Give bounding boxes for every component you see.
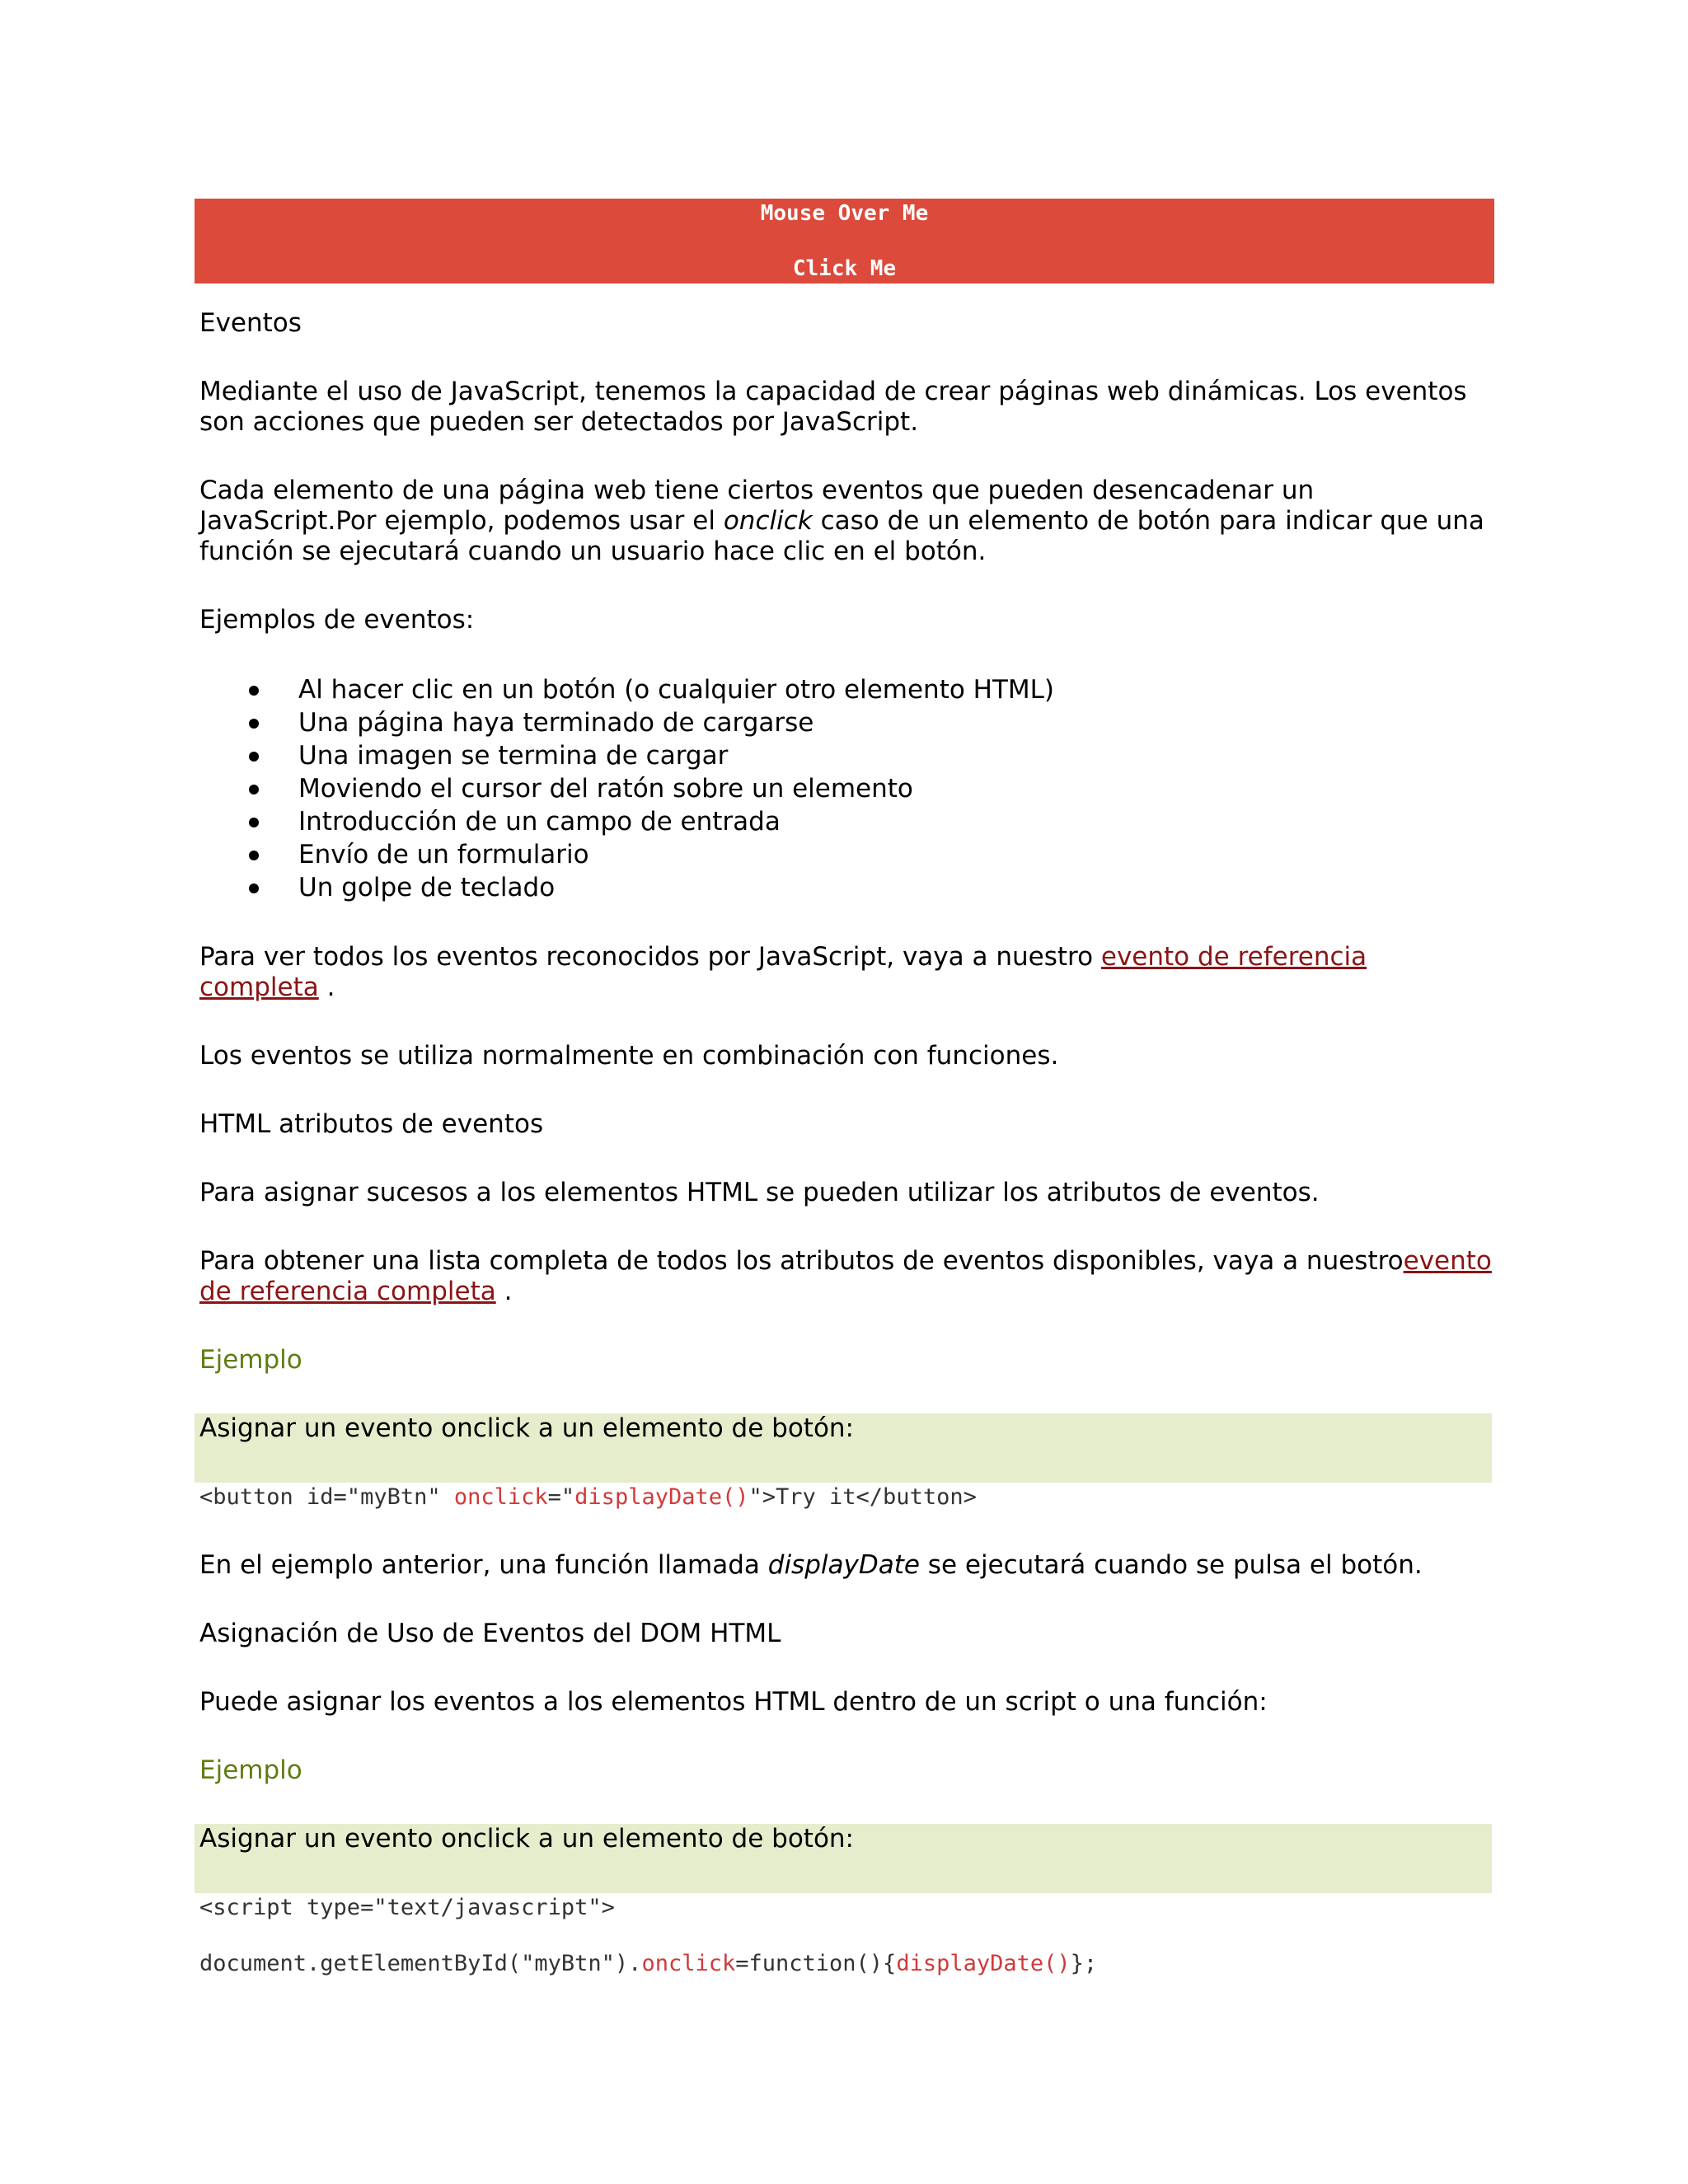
display-date-emphasis: displayDate xyxy=(767,1550,920,1580)
code-line: <script type="text/javascript"> xyxy=(199,1895,615,1920)
page-title: Eventos xyxy=(199,308,302,338)
display-date-paragraph: En el ejemplo anterior, una función llamada displayDate se ejecutará cuando se pulsa el botón. xyxy=(199,1550,1423,1580)
list-item: Al hacer clic en un botón (o cualquier otro elemento HTML) xyxy=(298,673,1492,706)
list-item: Un golpe de teclado xyxy=(298,871,1492,904)
click-me-button[interactable]: Click Me xyxy=(792,256,897,281)
code-example-1: <button id="myBtn" onclick="displayDate()">Try it</button> xyxy=(199,1484,977,1510)
list-item: Moviendo el cursor del ratón sobre un elemento xyxy=(298,772,1492,805)
example-label-1: Ejemplo xyxy=(199,1345,302,1375)
button-banner xyxy=(195,199,1494,284)
functions-paragraph: Los eventos se utiliza normalmente en combinación con funciones. xyxy=(199,1041,1059,1071)
list-item: Una imagen se termina de cargar xyxy=(298,739,1492,772)
examples-list xyxy=(199,673,1492,904)
bullet-icon xyxy=(249,818,259,827)
reference-paragraph: Para ver todos los eventos reconocidos por JavaScript, vaya a nuestro evento de referencia completa . xyxy=(199,942,1367,1002)
example-description-1: Asignar un evento onclick a un elemento de botón: xyxy=(199,1413,854,1443)
document-content xyxy=(199,308,1492,2005)
intro-paragraph: Mediante el uso de JavaScript, tenemos la capacidad de crear páginas web dinámicas. Los eventos son acciones que pueden ser detectados por JavaScript. xyxy=(199,377,1467,437)
example-description-2: Asignar un evento onclick a un elemento de botón: xyxy=(199,1824,854,1854)
attributes-list-paragraph: Para obtener una lista completa de todos los atributos de eventos disponibles, vaya a nuestroevento de referencia completa . xyxy=(199,1246,1492,1306)
bullet-icon xyxy=(249,883,259,893)
onclick-paragraph-a: Cada elemento de una página web tiene ciertos eventos que pueden desencadenar un JavaScript.Por ejemplo, podemos usar el xyxy=(199,476,1315,536)
attributes-paragraph: Para asignar sucesos a los elementos HTML se pueden utilizar los atributos de eventos. xyxy=(199,1178,1320,1207)
code-example-2 xyxy=(199,1893,1492,1979)
examples-heading: Ejemplos de eventos: xyxy=(199,605,475,635)
example-label-2: Ejemplo xyxy=(199,1755,302,1785)
bullet-icon xyxy=(249,785,259,794)
onclick-emphasis: onclick xyxy=(723,506,813,536)
list-item: Envío de un formulario xyxy=(298,838,1492,871)
dom-paragraph: Puede asignar los eventos a los elementos HTML dentro de un script o una función: xyxy=(199,1687,1268,1717)
list-item: Una página haya terminado de cargarse xyxy=(298,706,1492,739)
example-description-box-2 xyxy=(195,1824,1492,1893)
code-line: document.getElementById("myBtn").onclick=function(){displayDate()}; xyxy=(199,1951,1098,1976)
html-attributes-heading: HTML atributos de eventos xyxy=(199,1109,544,1139)
list-item: Introducción de un campo de entrada xyxy=(298,805,1492,838)
onclick-paragraph xyxy=(199,476,1492,567)
mouse-over-button[interactable]: Mouse Over Me xyxy=(760,201,929,226)
event-reference-link-2[interactable]: evento de referencia completa xyxy=(199,1246,1492,1306)
dom-heading: Asignación de Uso de Eventos del DOM HTML xyxy=(199,1619,781,1648)
bullet-icon xyxy=(249,752,259,762)
bullet-icon xyxy=(249,686,259,696)
onclick-paragraph-b: caso de un elemento de botón para indicar que una función se ejecutará cuando un usuario hace clic en el botón. xyxy=(199,506,1484,566)
event-reference-link[interactable]: evento de referencia completa xyxy=(199,942,1367,1002)
example-description-box-1 xyxy=(195,1413,1492,1483)
bullet-icon xyxy=(249,851,259,860)
bullet-icon xyxy=(249,719,259,729)
